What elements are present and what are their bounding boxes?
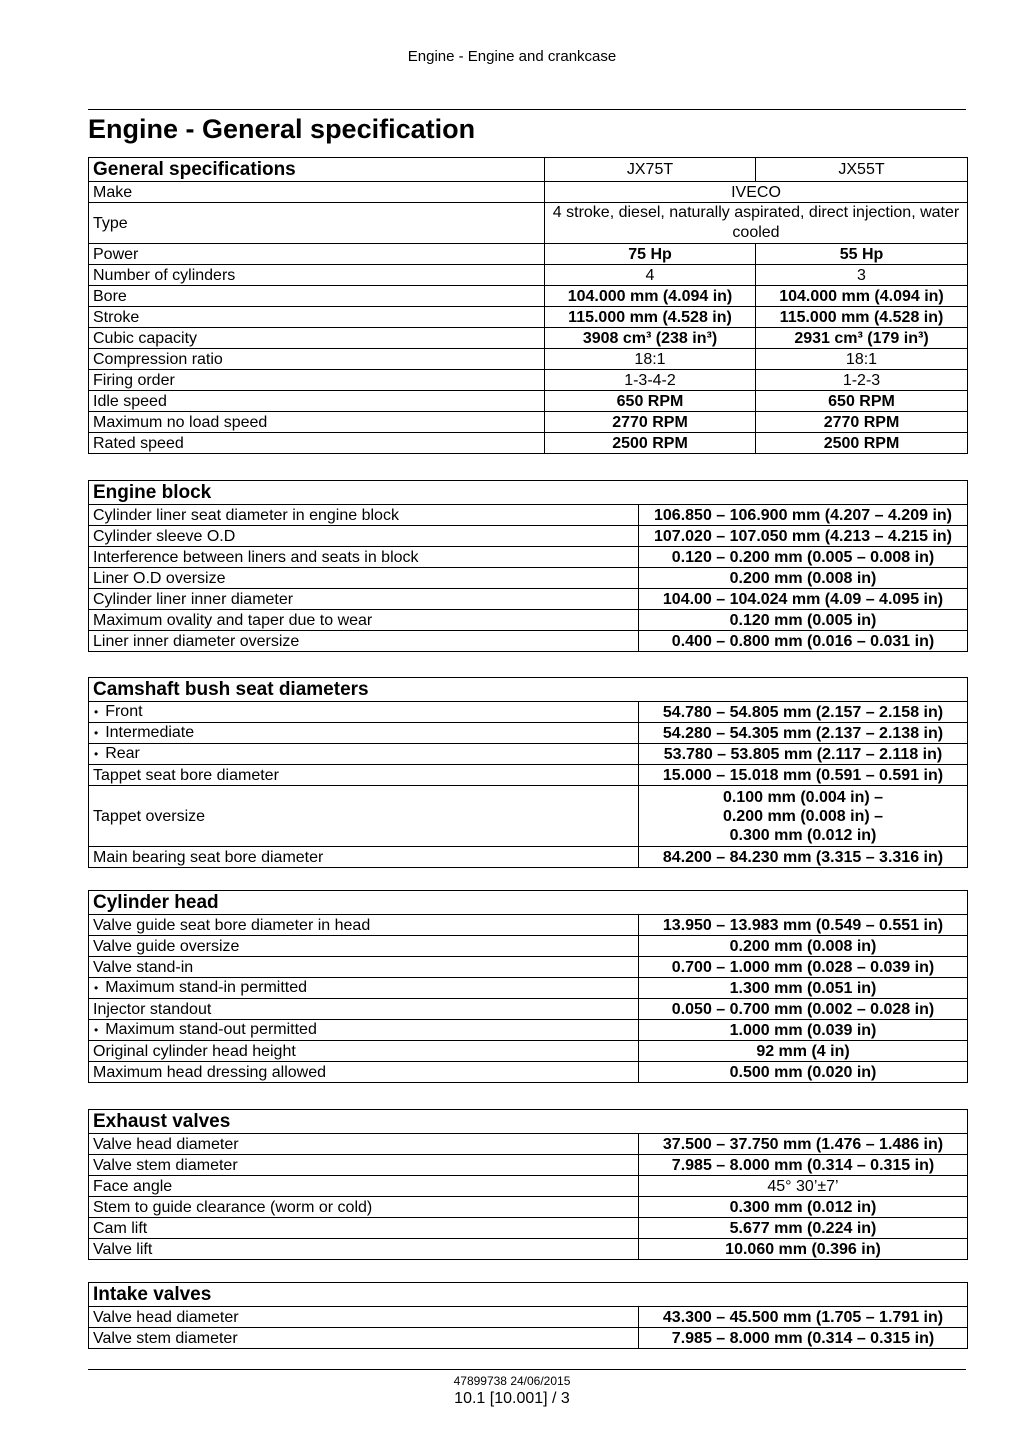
camshaft-bush-table (88, 677, 968, 868)
value-jx55t: 1-2-3 (756, 370, 968, 391)
row-value: 37.500 – 37.750 mm (1.476 – 1.486 in) (639, 1134, 968, 1155)
row-label: Maximum no load speed (89, 412, 545, 433)
row-value: 0.300 mm (0.012 in) (639, 1197, 968, 1218)
row-label: Valve lift (89, 1239, 639, 1260)
table-row (89, 978, 968, 999)
value-jx55t: 104.000 mm (4.094 in) (756, 286, 968, 307)
row-value: 106.850 – 106.900 mm (4.207 – 4.209 in) (639, 505, 968, 526)
row-value: 5.677 mm (0.224 in) (639, 1218, 968, 1239)
value-jx55t: 650 RPM (756, 391, 968, 412)
table-row (89, 723, 968, 744)
row-value: 107.020 – 107.050 mm (4.213 – 4.215 in) (639, 526, 968, 547)
table-row (89, 999, 968, 1020)
table-row (89, 1239, 968, 1260)
row-label: Face angle (89, 1176, 639, 1197)
row-label: Power (89, 244, 545, 265)
value-jx55t: 2770 RPM (756, 412, 968, 433)
value-jx55t: 3 (756, 265, 968, 286)
row-label: Valve guide oversize (89, 936, 639, 957)
table-row (89, 936, 968, 957)
row-label: Compression ratio (89, 349, 545, 370)
column-header-jx55t: JX55T (756, 158, 968, 182)
row-value: 43.300 – 45.500 mm (1.705 – 1.791 in) (639, 1307, 968, 1328)
row-value: 54.280 – 54.305 mm (2.137 – 2.138 in) (639, 723, 968, 744)
row-value: 0.700 – 1.000 mm (0.028 – 0.039 in) (639, 957, 968, 978)
value-jx75t: 650 RPM (545, 391, 756, 412)
general-specifications-table (88, 157, 968, 454)
row-value: 7.985 – 8.000 mm (0.314 – 0.315 in) (639, 1155, 968, 1176)
value-jx75t: 3908 cm³ (238 in³) (545, 328, 756, 349)
section-title: Cylinder head (89, 891, 968, 915)
table-row (89, 610, 968, 631)
value-jx55t: 55 Hp (756, 244, 968, 265)
row-label: Valve stand-in (89, 957, 639, 978)
table-row (89, 203, 968, 244)
row-label: Valve head diameter (89, 1134, 639, 1155)
section-title: General specifications (89, 158, 545, 182)
row-value: 10.060 mm (0.396 in) (639, 1239, 968, 1260)
value-jx75t: 104.000 mm (4.094 in) (545, 286, 756, 307)
value-jx75t: 2770 RPM (545, 412, 756, 433)
row-label: Make (89, 182, 545, 203)
section-title: Exhaust valves (89, 1110, 968, 1134)
row-value: 0.500 mm (0.020 in) (639, 1062, 968, 1083)
row-label: Idle speed (89, 391, 545, 412)
table-row (89, 786, 968, 847)
document-code: 47899738 24/06/2015 (453, 1374, 571, 1388)
section-title: Camshaft bush seat diameters (89, 678, 968, 702)
cylinder-head-table (88, 890, 968, 1083)
table-row (89, 547, 968, 568)
row-label: • Maximum stand-in permitted (89, 978, 639, 999)
row-label: Interference between liners and seats in block (89, 547, 639, 568)
row-value: 0.120 – 0.200 mm (0.005 – 0.008 in) (639, 547, 968, 568)
table-row (89, 915, 968, 936)
row-label: • Maximum stand-out permitted (89, 1020, 639, 1041)
table-row (89, 765, 968, 786)
intake-valves-table (88, 1282, 968, 1349)
row-label: Valve stem diameter (89, 1328, 639, 1349)
exhaust-valves-table (88, 1109, 968, 1260)
row-label: Original cylinder head height (89, 1041, 639, 1062)
table-row (89, 568, 968, 589)
table-row (89, 328, 968, 349)
row-label: Injector standout (89, 999, 639, 1020)
value-jx55t: 115.000 mm (4.528 in) (756, 307, 968, 328)
table-row (89, 391, 968, 412)
value-jx55t: 2500 RPM (756, 433, 968, 454)
value-jx75t: 4 (545, 265, 756, 286)
row-label: • Front (89, 702, 639, 723)
row-value: 7.985 – 8.000 mm (0.314 – 0.315 in) (639, 1328, 968, 1349)
row-value (639, 786, 968, 847)
value-jx75t: 75 Hp (545, 244, 756, 265)
table-row (89, 744, 968, 765)
value-jx75t: 1-3-4-2 (545, 370, 756, 391)
row-label: Valve guide seat bore diameter in head (89, 915, 639, 936)
table-row (89, 1041, 968, 1062)
value-jx75t: 2500 RPM (545, 433, 756, 454)
row-label: Cam lift (89, 1218, 639, 1239)
row-value: 4 stroke, diesel, naturally aspirated, direct injection, water cooled (545, 203, 968, 244)
table-row (89, 182, 968, 203)
row-label: Liner O.D oversize (89, 568, 639, 589)
row-value: 104.00 – 104.024 mm (4.09 – 4.095 in) (639, 589, 968, 610)
row-label: Maximum ovality and taper due to wear (89, 610, 639, 631)
row-label: • Rear (89, 744, 639, 765)
row-value: 0.400 – 0.800 mm (0.016 – 0.031 in) (639, 631, 968, 652)
row-label: Cylinder liner seat diameter in engine block (89, 505, 639, 526)
row-value: 1.300 mm (0.051 in) (639, 978, 968, 999)
row-value: 0.050 – 0.700 mm (0.002 – 0.028 in) (639, 999, 968, 1020)
row-label: Stem to guide clearance (worm or cold) (89, 1197, 639, 1218)
row-label: Cylinder liner inner diameter (89, 589, 639, 610)
row-value: 84.200 – 84.230 mm (3.315 – 3.316 in) (639, 847, 968, 868)
table-row (89, 265, 968, 286)
header-rule (88, 109, 966, 110)
page-title: Engine - General specification (88, 114, 476, 144)
row-value: 0.200 mm (0.008 in) (639, 936, 968, 957)
row-value: IVECO (545, 182, 968, 203)
row-label: Cylinder sleeve O.D (89, 526, 639, 547)
table-row (89, 1176, 968, 1197)
table-row (89, 1197, 968, 1218)
table-row (89, 847, 968, 868)
table-row (89, 1020, 968, 1041)
row-label: Tappet seat bore diameter (89, 765, 639, 786)
row-label: Maximum head dressing allowed (89, 1062, 639, 1083)
table-row (89, 631, 968, 652)
table-row (89, 1062, 968, 1083)
table-row (89, 307, 968, 328)
row-label: Main bearing seat bore diameter (89, 847, 639, 868)
row-label: Liner inner diameter oversize (89, 631, 639, 652)
table-row (89, 1328, 968, 1349)
value-jx55t: 2931 cm³ (179 in³) (756, 328, 968, 349)
table-row (89, 505, 968, 526)
column-header-jx75t: JX75T (545, 158, 756, 182)
section-title: Engine block (89, 481, 968, 505)
row-label: Valve stem diameter (89, 1155, 639, 1176)
table-header-row (89, 158, 968, 182)
oversize-line: 0.300 mm (0.012 in) (729, 826, 877, 844)
engine-block-table (88, 480, 968, 652)
section-title: Intake valves (89, 1283, 968, 1307)
row-value: 92 mm (4 in) (639, 1041, 968, 1062)
table-row (89, 702, 968, 723)
table-row (89, 412, 968, 433)
oversize-line: 0.100 mm (0.004 in) – (722, 788, 884, 806)
row-value: 1.000 mm (0.039 in) (639, 1020, 968, 1041)
row-label: Valve head diameter (89, 1307, 639, 1328)
row-label: Tappet oversize (89, 786, 639, 847)
row-label: Bore (89, 286, 545, 307)
footer-rule (88, 1369, 966, 1370)
row-label: Number of cylinders (89, 265, 545, 286)
row-label: Stroke (89, 307, 545, 328)
row-value: 13.950 – 13.983 mm (0.549 – 0.551 in) (639, 915, 968, 936)
row-label: Cubic capacity (89, 328, 545, 349)
running-header: Engine - Engine and crankcase (407, 48, 617, 65)
row-value: 0.200 mm (0.008 in) (639, 568, 968, 589)
table-row (89, 370, 968, 391)
table-row (89, 1155, 968, 1176)
row-label: Rated speed (89, 433, 545, 454)
row-value: 15.000 – 15.018 mm (0.591 – 0.591 in) (639, 765, 968, 786)
value-jx75t: 115.000 mm (4.528 in) (545, 307, 756, 328)
row-label: • Intermediate (89, 723, 639, 744)
row-value: 54.780 – 54.805 mm (2.157 – 2.158 in) (639, 702, 968, 723)
table-row (89, 244, 968, 265)
value-jx75t: 18:1 (545, 349, 756, 370)
table-row (89, 1307, 968, 1328)
row-value: 53.780 – 53.805 mm (2.117 – 2.118 in) (639, 744, 968, 765)
table-row (89, 526, 968, 547)
value-jx55t: 18:1 (756, 349, 968, 370)
row-label: Type (89, 203, 545, 244)
table-row (89, 589, 968, 610)
table-row (89, 1134, 968, 1155)
table-row (89, 1218, 968, 1239)
table-row (89, 957, 968, 978)
row-value: 45° 30’±7’ (639, 1176, 968, 1197)
table-row (89, 433, 968, 454)
table-row (89, 349, 968, 370)
row-value: 0.120 mm (0.005 in) (639, 610, 968, 631)
row-label: Firing order (89, 370, 545, 391)
page-reference: 10.1 [10.001] / 3 (454, 1390, 570, 1407)
table-row (89, 286, 968, 307)
oversize-line: 0.200 mm (0.008 in) – (722, 807, 884, 825)
